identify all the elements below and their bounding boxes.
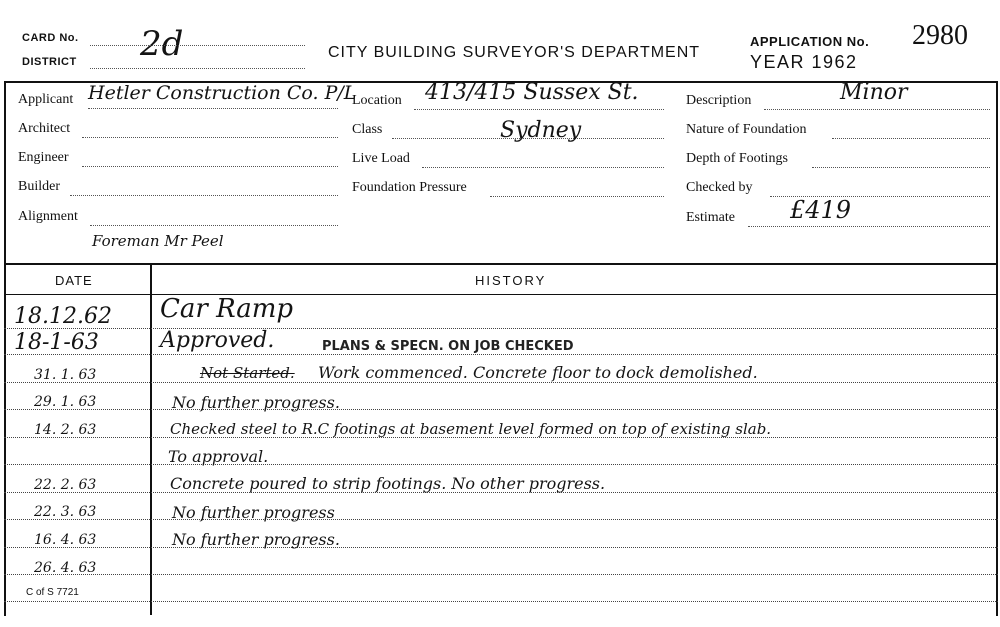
checked-by-label: Checked by [686, 180, 753, 195]
row-line [4, 382, 998, 383]
form-code: C of S 7721 [26, 587, 79, 598]
mid-rule [4, 263, 998, 265]
history-date: 18-1-63 [14, 330, 99, 355]
date-column-divider [150, 263, 152, 615]
description-label: Description [686, 93, 752, 108]
history-date: 26. 4. 63 [34, 560, 97, 576]
estimate-value: £419 [790, 196, 852, 224]
date-column-header: DATE [55, 273, 93, 288]
application-no-value: 2980 [912, 20, 968, 51]
nature-line [832, 138, 990, 139]
row-line [4, 574, 998, 575]
history-text: Work commenced. Concrete floor to dock demolished. [318, 363, 758, 382]
foreman-value: Foreman Mr Peel [92, 232, 224, 250]
row-line [4, 519, 998, 520]
card-no-line [90, 45, 305, 46]
live-load-line [422, 167, 664, 168]
history-text: Concrete poured to strip footings. No other progress. [170, 474, 606, 493]
location-value: 413/415 Sussex St. [425, 80, 639, 105]
row-line [4, 464, 998, 465]
history-text-continued: To approval. [168, 447, 269, 466]
district-line [90, 68, 305, 69]
engineer-label: Engineer [18, 150, 69, 165]
estimate-line [748, 226, 990, 227]
history-date: 22. 2. 63 [34, 477, 97, 493]
card-no-label: CARD No. [22, 32, 79, 44]
class-value: Sydney [500, 118, 582, 143]
depth-of-footings-label: Depth of Footings [686, 151, 788, 166]
row-line [4, 354, 998, 355]
estimate-label: Estimate [686, 210, 735, 225]
history-date: 29. 1. 63 [34, 394, 97, 410]
row-line [4, 601, 998, 602]
builder-line [70, 195, 338, 196]
foundation-pressure-label: Foundation Pressure [352, 180, 467, 195]
alignment-label: Alignment [18, 209, 78, 224]
card-no-value: 2d [140, 24, 184, 64]
history-date: 16. 4. 63 [34, 532, 97, 548]
row-line [4, 409, 998, 410]
history-struck-text: Not Started. [200, 364, 295, 382]
applicant-line [88, 108, 338, 109]
row-line [4, 547, 998, 548]
history-date: 31. 1. 63 [34, 367, 97, 383]
applicant-value: Hetler Construction Co. P/L [88, 82, 357, 104]
history-text: No further progress. [172, 530, 340, 549]
alignment-line [90, 225, 338, 226]
architect-line [82, 137, 338, 138]
history-text: Checked steel to R.C footings at basement level formed on top of existing slab. [170, 420, 772, 438]
location-line [414, 109, 664, 110]
year: YEAR 1962 [750, 52, 858, 72]
builder-label: Builder [18, 179, 60, 194]
location-label: Location [352, 93, 402, 108]
history-text: No further progress [172, 503, 335, 522]
approval-stamp: PLANS & SPECN. ON JOB CHECKED [322, 339, 574, 354]
right-border [996, 81, 998, 616]
description-line [764, 109, 990, 110]
applicant-label: Applicant [18, 92, 74, 107]
depth-line [812, 167, 990, 168]
history-text: No further progress. [172, 393, 340, 412]
class-label: Class [352, 122, 383, 137]
application-no-label: APPLICATION No. [750, 34, 870, 49]
department-title: CITY BUILDING SURVEYOR'S DEPARTMENT [328, 44, 701, 61]
row-line [4, 328, 998, 329]
foundation-pressure-line [490, 196, 664, 197]
history-column-header: HISTORY [475, 273, 547, 288]
district-label: DISTRICT [22, 56, 77, 68]
left-border [4, 81, 6, 616]
engineer-line [82, 166, 338, 167]
history-date: 18.12.62 [14, 304, 112, 329]
architect-label: Architect [18, 121, 71, 136]
history-text: Approved. [160, 328, 275, 353]
nature-of-foundation-label: Nature of Foundation [686, 122, 807, 137]
history-text: Car Ramp [160, 294, 294, 324]
history-date: 22. 3. 63 [34, 504, 97, 520]
description-value: Minor [840, 80, 908, 105]
history-date: 14. 2. 63 [34, 422, 97, 438]
live-load-label: Live Load [352, 151, 410, 166]
history-header-rule [4, 294, 998, 295]
